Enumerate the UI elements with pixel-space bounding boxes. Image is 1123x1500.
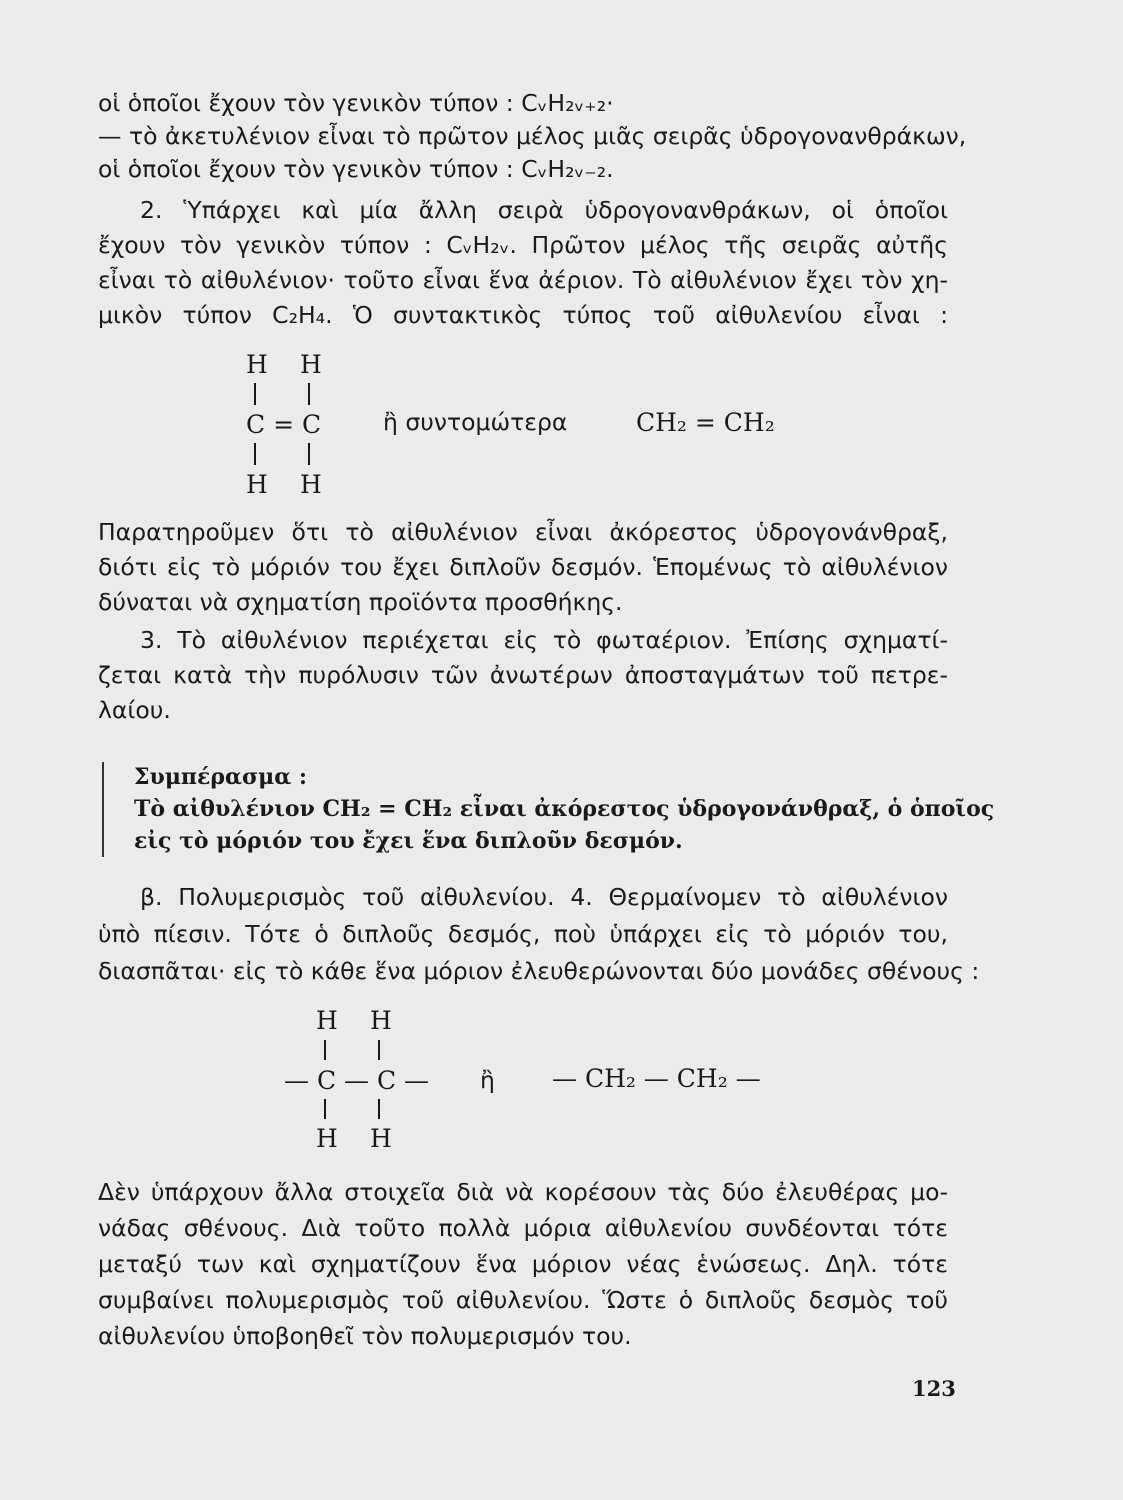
text-line: β. Πολυμερισμὸς τοῦ αἰθυλενίου. 4. Θερμαίνομεν τὸ αἰθυλένιον (140, 883, 948, 911)
atom-h: H (370, 1006, 392, 1035)
atom-h: H (316, 1124, 338, 1153)
carbon-double-bond-row: C = C (246, 410, 322, 439)
text-line: ζεται κατὰ τὴν πυρόλυσιν τῶν ἀνωτέρων ἀποσταγμάτων τοῦ πετρε- (98, 661, 948, 689)
or-label: ἢ συντομώτερα (383, 408, 568, 436)
atom-h: H (300, 470, 322, 499)
text-line: οἱ ὁποῖοι ἔχουν τὸν γενικὸν τύπον : CᵥH₂ᵥ₊₂· (98, 89, 614, 117)
text-line: οἱ ὁποῖοι ἔχουν τὸν γενικὸν τύπον : CᵥH₂ᵥ₋₂. (98, 155, 614, 183)
atom-h: H (300, 350, 322, 379)
bond-line (308, 383, 310, 405)
condensed-formula: — CH₂ — CH₂ — (552, 1064, 761, 1093)
conclusion-text: εἰς τὸ μόριόν του ἔχει ἕνα διπλοῦν δεσμόν. (134, 828, 683, 854)
text-line: μεταξύ των καὶ σχηματίζουν ἕνα μόριον νέας ἑνώσεως. Δηλ. τότε (98, 1250, 948, 1278)
carbon-single-bond-row: — C — C — (284, 1066, 430, 1095)
text-line: συμβαίνει πολυμερισμὸς τοῦ αἰθυλενίου. Ὥστε ὁ διπλοῦς δεσμὸς τοῦ (98, 1286, 948, 1314)
text-line: Δὲν ὑπάρχουν ἄλλα στοιχεῖα διὰ νὰ κορέσουν τὰς δύο ἐλευθέρας μο- (98, 1178, 948, 1206)
text-line: αἰθυλενίου ὑποβοηθεῖ τὸν πολυμερισμόν του. (98, 1322, 632, 1350)
bond-line (378, 1040, 380, 1060)
bond-line (254, 383, 256, 405)
text-line: 2. Ὑπάρχει καὶ μία ἄλλη σειρὰ ὑδρογονανθράκων, οἱ ὁποῖοι (140, 196, 948, 224)
text-line: λαίου. (98, 696, 171, 724)
text-line: μικὸν τύπον C₂H₄. Ὁ συντακτικὸς τύπος τοῦ αἰθυλενίου εἶναι : (98, 301, 948, 329)
bond-line (254, 443, 256, 465)
bond-line (324, 1040, 326, 1060)
text-line: ὑπὸ πίεσιν. Τότε ὁ διπλοῦς δεσμός, ποὺ ὑπάρχει εἰς τὸ μόριόν του, (98, 920, 948, 948)
conclusion-rule (102, 762, 104, 857)
bond-line (324, 1099, 326, 1119)
bond-line (308, 443, 310, 465)
page-number: 123 (912, 1376, 956, 1401)
text-line: διότι εἰς τὸ μόριόν του ἔχει διπλοῦν δεσμόν. Ἑπομένως τὸ αἰθυλένιον (98, 553, 948, 581)
text-line: διασπᾶται· εἰς τὸ κάθε ἕνα μόριον ἐλευθερώνονται δύο μονάδες σθένους : (98, 957, 980, 985)
atom-h: H (370, 1124, 392, 1153)
conclusion-text: Τὸ αἰθυλένιον CH₂ = CH₂ εἶναι ἀκόρεστος ὑδρογονάνθραξ, ὁ ὁποῖος (134, 796, 995, 822)
text-line: ἔχουν τὸν γενικὸν τύπον : CᵥH₂ᵥ. Πρῶτον μέλος τῆς σειρᾶς αὐτῆς (98, 231, 948, 259)
condensed-formula: CH₂ = CH₂ (636, 408, 775, 437)
bond-line (378, 1099, 380, 1119)
text-line: — τὸ ἀκετυλένιον εἶναι τὸ πρῶτον μέλος μιᾶς σειρᾶς ὑδρογονανθράκων, (98, 122, 967, 150)
atom-h: H (316, 1006, 338, 1035)
atom-h: H (246, 470, 268, 499)
or-label: ἢ (480, 1066, 495, 1094)
text-line: δύναται νὰ σχηματίση προϊόντα προσθήκης. (98, 588, 623, 616)
text-line: νάδας σθένους. Διὰ τοῦτο πολλὰ μόρια αἰθυλενίου συνδέονται τότε (98, 1214, 948, 1242)
conclusion-heading: Συμπέρασμα : (134, 764, 307, 790)
text-line: εἶναι τὸ αἰθυλένιον· τοῦτο εἶναι ἕνα ἀέριον. Τὸ αἰθυλένιον ἔχει τὸν χη- (98, 266, 948, 294)
text-line: 3. Τὸ αἰθυλένιον περιέχεται εἰς τὸ φωταέριον. Ἐπίσης σχηματί- (140, 626, 948, 654)
atom-h: H (246, 350, 268, 379)
text-line: Παρατηροῦμεν ὅτι τὸ αἰθυλένιον εἶναι ἀκόρεστος ὑδρογονάνθραξ, (98, 518, 948, 546)
